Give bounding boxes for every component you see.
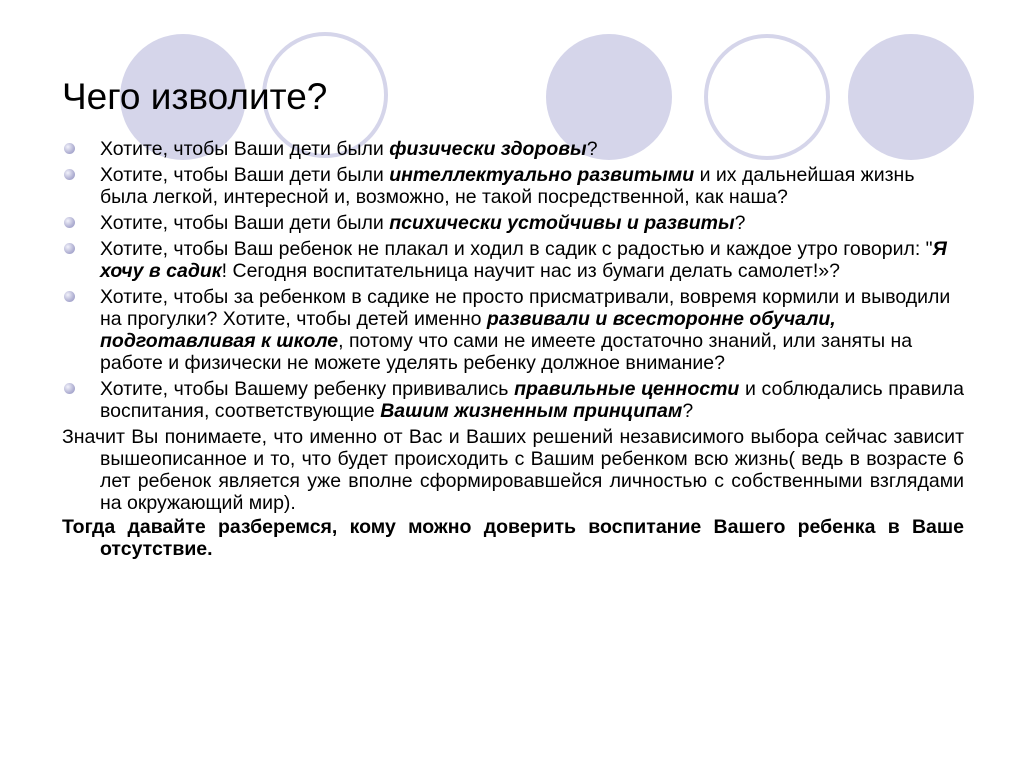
bullet-item — [62, 378, 964, 422]
bullet-item — [62, 238, 964, 282]
bullet-text: Хотите, чтобы Ваши дети были — [100, 138, 390, 160]
bullet-item — [62, 212, 964, 234]
bullet-emphasis: физически здоровы — [389, 138, 587, 160]
bullet-dot-icon — [64, 383, 75, 394]
bullet-text: Хотите, чтобы Вашему ребенку прививались — [100, 378, 515, 400]
bullet-text: Хотите, чтобы за ребенком в садике не просто присматривали, вовремя кормили и выводили на прогулки? Хотите, чтобы детей именно — [100, 286, 951, 330]
bullet-text: и их дальнейшая жизнь была легкой, интересной и, возможно, не такой посредственной, как наша? — [100, 164, 915, 208]
bullet-emphasis: интеллектуально развитыми — [389, 164, 695, 186]
bullet-dot-icon — [64, 243, 75, 254]
bullet-text: ! Сегодня воспитательница научит нас из бумаги делать самолет!»? — [221, 260, 840, 282]
bullet-emphasis: Вашим жизненным принципам — [380, 400, 683, 422]
bullet-item — [62, 286, 964, 374]
conclusion-paragraph: Тогда давайте разберемся, кому можно доверить воспитание Вашего ребенка в Ваше отсутствие. — [62, 516, 964, 560]
bullet-text: ? — [586, 138, 598, 160]
bullet-text: ? — [734, 212, 746, 234]
slide-title: Чего изволите? — [62, 76, 328, 117]
slide-body — [62, 138, 964, 562]
bullet-emphasis: Я хочу в садик — [100, 238, 947, 282]
bullet-text: Хотите, чтобы Ваш ребенок не плакал и ходил в садик с радостью и каждое утро говорил: " — [100, 238, 933, 260]
bullet-emphasis: правильные ценности — [514, 378, 740, 400]
bullet-text: Хотите, чтобы Ваши дети были — [100, 164, 390, 186]
bullet-dot-icon — [64, 217, 75, 228]
bullet-text: , потому что сами не имеете достаточно знаний, или заняты на работе и физически не можете уделять ребенку должное внимание? — [100, 330, 913, 374]
bullet-emphasis: развивали и всесторонне обучали, подготавливая к школе — [100, 308, 836, 352]
bullet-dot-icon — [64, 143, 75, 154]
bullet-text: Хотите, чтобы Ваши дети были — [100, 212, 390, 234]
bullet-item — [62, 138, 964, 160]
bullet-item — [62, 164, 964, 208]
bullet-text: и соблюдались правила воспитания, соответствующие — [100, 378, 964, 422]
bullet-text: ? — [682, 400, 694, 422]
bullet-dot-icon — [64, 291, 75, 302]
bullet-emphasis: психически устойчивы и развиты — [389, 212, 735, 234]
summary-paragraph: Значит Вы понимаете, что именно от Вас и Ваших решений независимого выбора сейчас зависит вышеописанное и то, что будет происходить с Вашим ребенком всю жизнь( ведь в возрасте 6 лет ребенок является уже вполне сформировавшейся личностью с собственными взглядами на окружающий мир). — [62, 426, 964, 514]
bullet-dot-icon — [64, 169, 75, 180]
